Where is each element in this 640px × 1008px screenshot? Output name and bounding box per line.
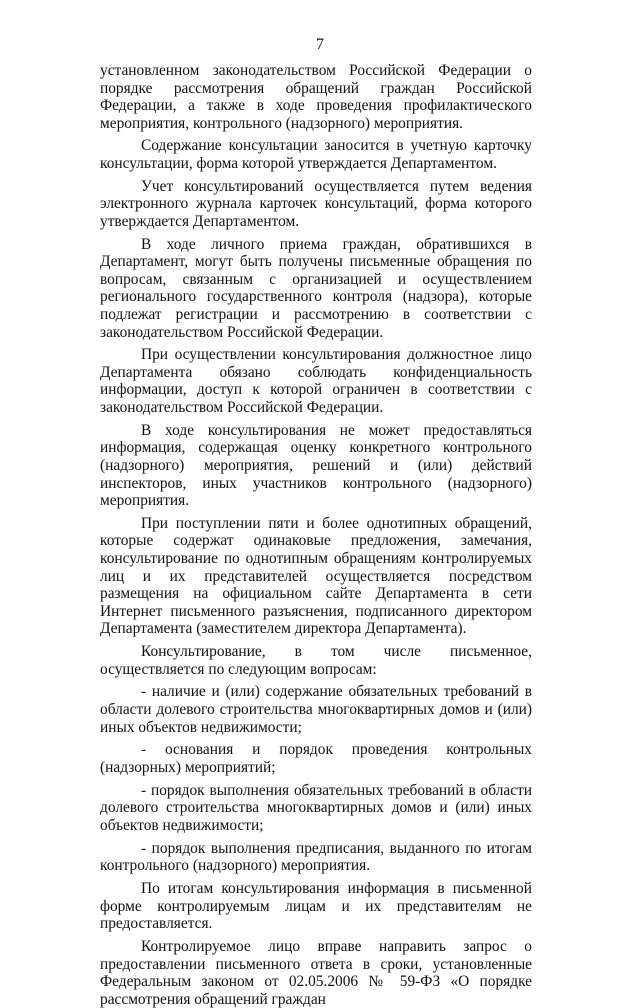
paragraph-consultation-topics: Консультирование, в том числе письменное, осуществляется по следующим вопросам: [100,643,532,678]
paragraph-consultation-content: Содержание консультации заносится в учетную карточку консультации, форма которой утверждается Департаментом. [100,137,532,173]
paragraph-consultation-record: Учет консультирований осуществляется путем ведения электронного журнала карточек консультаций, форма которого утверждается Департаментом. [100,177,532,230]
paragraph-written-request: Контролируемое лицо вправе направить запрос о предоставлении письменного ответа в сроки, установленные Федеральным законом от 02.05.2006 № 59-ФЗ «О порядке рассмотрения обращений граждан [100,938,532,1008]
list-item-compliance-procedure: - порядок выполнения обязательных требований в области долевого строительства многоквартирных домов и (или) иных объектов недвижимости; [100,781,532,834]
paragraph-continuation: установленном законодательством Российской Федерации о порядке рассмотрения обращений граждан Российской Федерации, а также в ходе проведения профилактического мероприятия, контрольного (надзорного) мероприятия. [100,62,532,132]
list-item-requirements: - наличие и (или) содержание обязательных требований в области долевого строительства многоквартирных домов и (или) иных объектов недвижимости; [100,683,532,736]
document-body [100,62,532,1008]
page-number: 7 [316,36,324,53]
list-item-order-execution: - порядок выполнения предписания, выданного по итогам контрольного (надзорного) мероприятия. [100,839,532,875]
paragraph-similar-appeals: При поступлении пяти и более однотипных обращений, которые содержат одинаковые предложения, замечания, консультирование по однотипным обращениям контролируемых лиц и их представителей осуществляется посредством размещения на официальном сайте Департамента в сети Интернет письменного разъяснения, подписанного директором Департамента (заместителем директора Департамента). [100,514,532,638]
paragraph-personal-reception: В ходе личного приема граждан, обратившихся в Департамент, могут быть получены письменные обращения по вопросам, связанным с организацией и осуществлением регионального государственного контроля (надзора), которые подлежат регистрации и рассмотрению в соответствии с законодательством Российской Федерации. [100,235,532,341]
paragraph-confidentiality: При осуществлении консультирования должностное лицо Департамента обязано соблюдать конфиденциальность информации, доступ к которой ограничен в соответствии с законодательством Российской Федерации. [100,346,532,417]
paragraph-information-limits: В ходе консультирования не может предоставляться информация, содержащая оценку конкретного контрольного (надзорного) мероприятия, решений и (или) действий инспекторов, иных участников контрольного (надзорного) мероприятия. [100,421,532,510]
list-item-grounds: - основания и порядок проведения контрольных (надзорных) мероприятий; [100,741,532,776]
paragraph-written-form: По итогам консультирования информация в письменной форме контролируемым лицам и их представителям не предоставляется. [100,880,532,933]
